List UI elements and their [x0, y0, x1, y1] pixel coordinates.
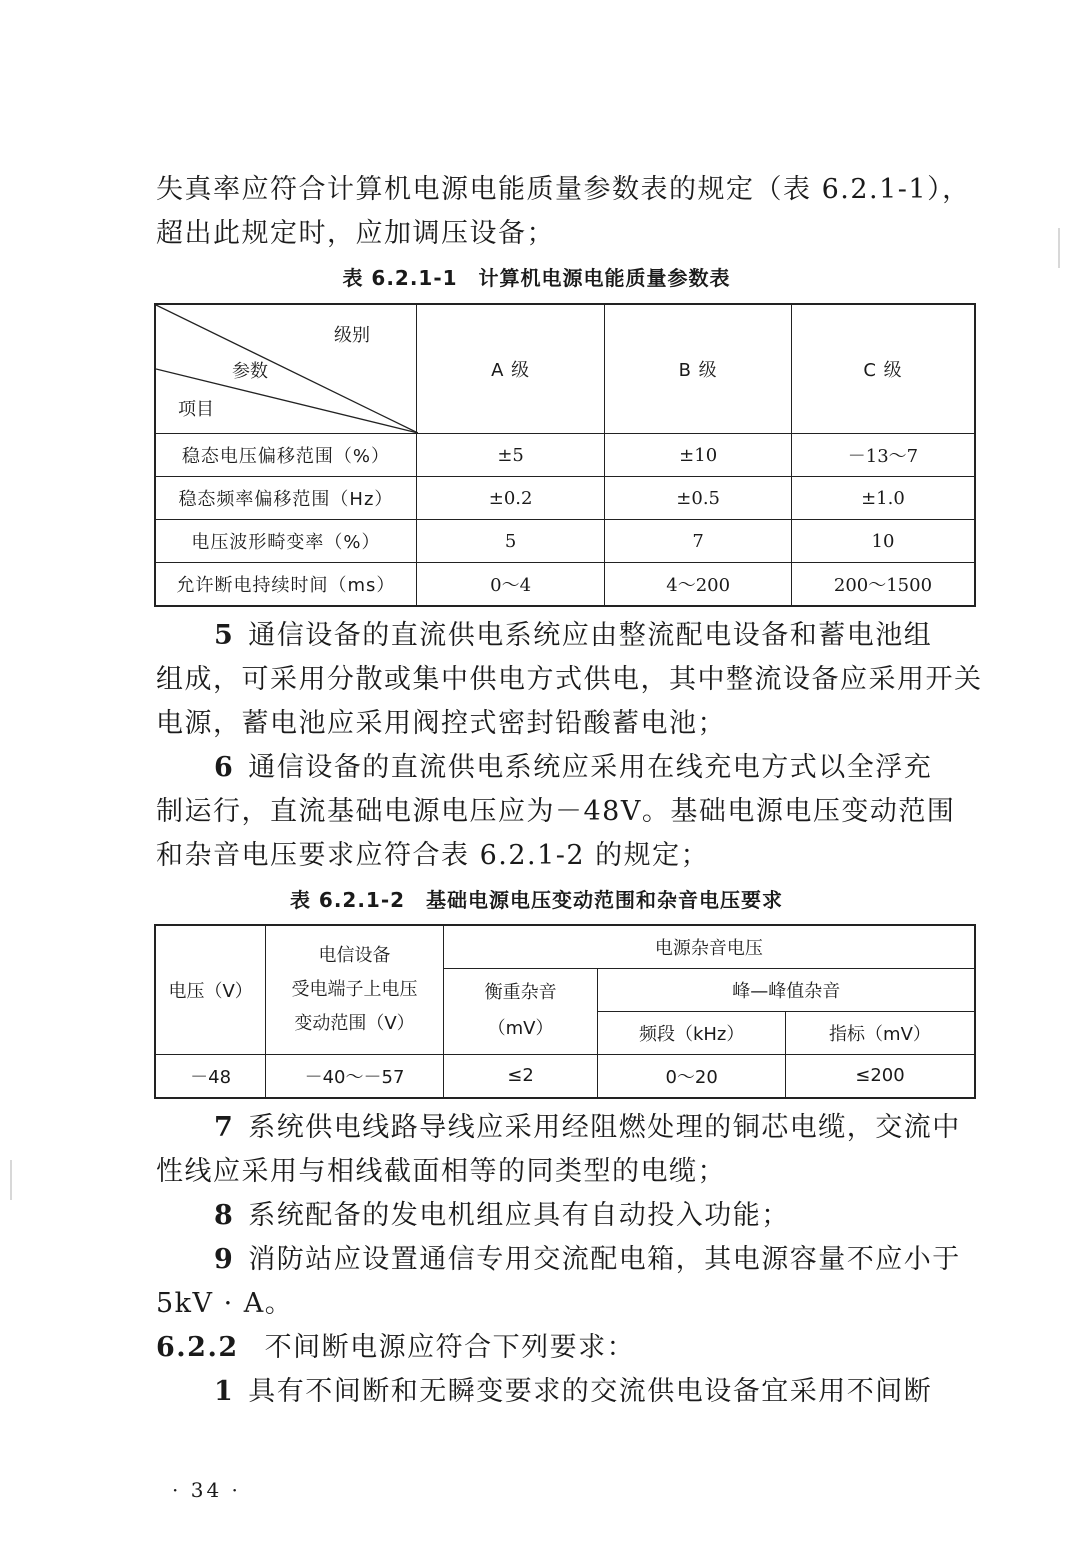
item-number: 9 [214, 1244, 235, 1275]
power-quality-table [154, 303, 976, 607]
corner-label-level: 级别 [334, 325, 370, 346]
row-label: 稳态电压偏移范围（%） [155, 434, 416, 477]
scan-mark [10, 1160, 12, 1200]
header-device-line: 变动范围（V） [294, 1012, 415, 1034]
header-device-line: 受电端子上电压 [291, 978, 418, 1000]
item9-text: 消防站应设置通信专用交流配电箱，其电源容量不应小于 [248, 1244, 961, 1275]
header-b: B 级 [605, 304, 792, 434]
item1-line-1 [156, 1370, 974, 1414]
item6-line-1 [156, 746, 974, 790]
cell-index: ≤200 [785, 1054, 975, 1098]
item-number: 5 [214, 620, 235, 651]
header-device-line: 电信设备 [318, 944, 391, 966]
cell-c: ±1.0 [791, 477, 975, 520]
item7-line-2: 性线应采用与相线截面相等的同类型的电缆； [156, 1156, 726, 1187]
intro-line-1: 失真率应符合计算机电源电能质量参数表的规定（表 6.2.1-1）， [156, 174, 971, 205]
cell-b: ±0.5 [605, 477, 792, 520]
table2-title: 表 6.2.1-2 基础电源电压变动范围和杂音电压要求 [289, 888, 784, 912]
header-band: 频段（kHz） [598, 1011, 786, 1054]
item6-line-2: 制运行，直流基础电源电压应为－48V。基础电源电压变动范围 [156, 796, 956, 827]
cell-b: ±10 [605, 434, 792, 477]
header-weighted-line: （mV） [487, 1018, 554, 1039]
item6-line-3: 和杂音电压要求应符合表 6.2.1-2 的规定； [156, 840, 710, 871]
header-c: C 级 [791, 304, 975, 434]
item6-text: 通信设备的直流供电系统应采用在线充电方式以全浮充 [248, 752, 933, 783]
item-number: 6 [214, 752, 235, 783]
item7-line-1 [156, 1106, 974, 1150]
table-row [155, 434, 975, 477]
cell-b: 4～200 [605, 563, 792, 606]
table-row [155, 563, 975, 606]
item5-text: 通信设备的直流供电系统应由整流配电设备和蓄电池组 [248, 620, 933, 651]
item5-line-3: 电源，蓄电池应采用阀控式密封铅酸蓄电池； [156, 708, 726, 739]
item-number: 7 [214, 1112, 235, 1143]
header-peak-noise: 峰—峰值杂音 [598, 968, 975, 1011]
table-row [155, 1054, 975, 1098]
table1-title: 表 6.2.1-1 计算机电源电能质量参数表 [342, 266, 731, 290]
section-6-2-2 [156, 1326, 974, 1370]
header-weighted-noise [443, 968, 598, 1054]
header-weighted-line: 衡重杂音 [484, 982, 557, 1003]
cell-c: 10 [791, 520, 975, 563]
diagonal-header-cell [155, 304, 416, 434]
header-a: A 级 [416, 304, 605, 434]
header-voltage: 电压（V） [155, 925, 266, 1054]
item5-line-2: 组成，可采用分散或集中供电方式供电，其中整流设备应采用开关 [156, 664, 983, 695]
item-number: 8 [214, 1200, 235, 1231]
item9-line-2: 5kV · A。 [156, 1288, 294, 1319]
cell-voltage: －48 [155, 1054, 266, 1098]
page-number: · 34 · [172, 1478, 241, 1502]
cell-range: －40～－57 [266, 1054, 444, 1098]
section-number: 6.2.2 [156, 1332, 239, 1363]
row-label: 电压波形畸变率（%） [155, 520, 416, 563]
header-index: 指标（mV） [785, 1011, 975, 1054]
header-noise-voltage: 电源杂音电压 [443, 925, 975, 968]
item8-line-1 [156, 1194, 974, 1238]
item1-text: 具有不间断和无瞬变要求的交流供电设备宜采用不间断 [248, 1376, 933, 1407]
item5-line-1 [156, 614, 974, 658]
item-number: 1 [214, 1376, 235, 1407]
item9-line-1 [156, 1238, 974, 1282]
table-row [155, 520, 975, 563]
cell-a: ±5 [416, 434, 605, 477]
table-row [155, 477, 975, 520]
header-device-range [266, 925, 444, 1054]
cell-b: 7 [605, 520, 792, 563]
row-label: 稳态频率偏移范围（Hz） [155, 477, 416, 520]
section-text: 不间断电源应符合下列要求： [264, 1332, 636, 1363]
voltage-noise-table [154, 924, 976, 1099]
cell-a: 5 [416, 520, 605, 563]
cell-band: 0～20 [598, 1054, 786, 1098]
cell-c: 200～1500 [791, 563, 975, 606]
item8-text: 系统配备的发电机组应具有自动投入功能； [248, 1200, 790, 1231]
cell-a: ±0.2 [416, 477, 605, 520]
cell-a: 0～4 [416, 563, 605, 606]
corner-label-item: 项目 [178, 399, 214, 420]
row-label: 允许断电持续时间（ms） [155, 563, 416, 606]
corner-label-param: 参数 [232, 361, 268, 382]
cell-c: －13～7 [791, 434, 975, 477]
intro-line-2: 超出此规定时，应加调压设备； [156, 218, 555, 249]
item7-text: 系统供电线路导线应采用经阻燃处理的铜芯电缆，交流中 [248, 1112, 961, 1143]
cell-weighted: ≤2 [443, 1054, 598, 1098]
